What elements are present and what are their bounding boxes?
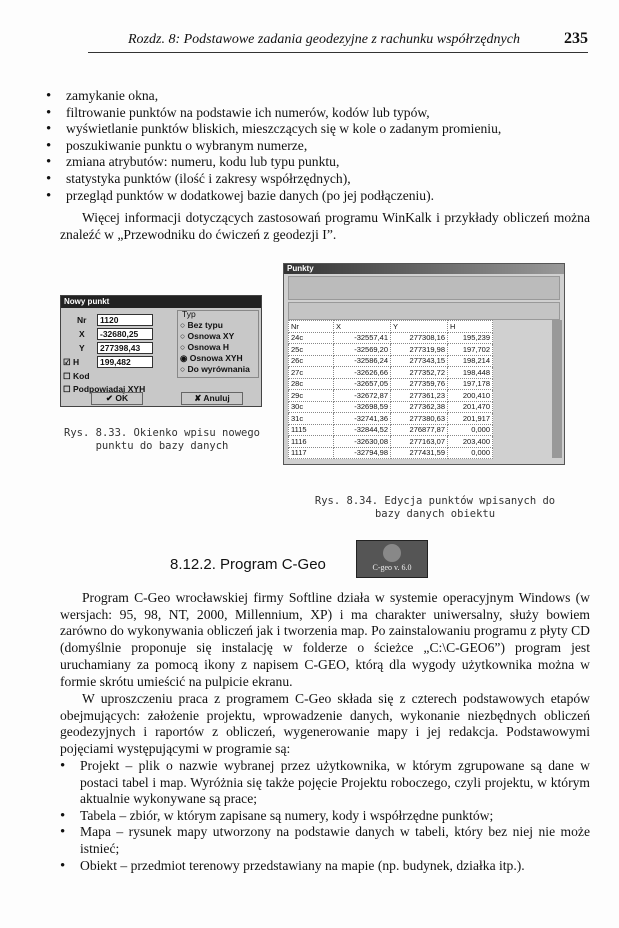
running-header (88, 32, 588, 53)
table-cell[interactable]: -32741,36 (334, 413, 391, 425)
page-number: 235 (564, 30, 588, 47)
dialog-title: Nowy punkt (61, 296, 261, 308)
toolbar[interactable] (288, 276, 560, 300)
table-cell[interactable]: 29c (289, 390, 334, 402)
new-point-dialog (60, 295, 262, 407)
c-geo-logo: C-geo v. 6.0 (356, 540, 428, 578)
table-cell[interactable]: -32626,66 (334, 367, 391, 379)
radio-type[interactable]: ○ Do wyrównania (180, 364, 250, 374)
h-field[interactable]: 199,482 (97, 356, 153, 368)
label-y: Y (79, 343, 85, 353)
bullet-list-2 (60, 758, 590, 874)
type-group (177, 310, 259, 378)
table-cell[interactable]: -32698,59 (334, 401, 391, 413)
bullet-list-1 (46, 88, 596, 204)
radio-type-selected[interactable]: ◉ Osnowa XYH (180, 353, 243, 363)
table-row[interactable] (289, 390, 493, 402)
table-cell[interactable]: -32794,98 (334, 447, 391, 459)
list-item: • Mapa – rysunek mapy utworzony na podstawie danych w tabeli, który bez niej nie może istnieć; (60, 824, 590, 857)
table-row[interactable] (289, 378, 493, 390)
list-item: • przegląd punktów w dodatkowej bazie danych (po jej podłączeniu). (46, 188, 596, 205)
table-cell[interactable]: -32569,20 (334, 344, 391, 356)
list-item: • Obiekt – przedmiot terenowy przedstawiany na mapie (np. budynek, działka itp.). (60, 858, 590, 875)
table-cell[interactable]: 277380,63 (391, 413, 448, 425)
table-cell[interactable]: 277352,72 (391, 367, 448, 379)
radio-type[interactable]: ○ Osnowa H (180, 342, 230, 352)
paragraph-text: Więcej informacji dotyczących zastosowań programu WinKalk i przykłady obliczeń można znaleźć w „Przewodniku do ćwiczeń z geodezji I”. (60, 210, 590, 242)
list-item: • poszukiwanie punktu o wybranym numerze, (46, 138, 596, 155)
paragraph-text: Program C-Geo wrocławskiej firmy Softline działa w systemie operacyjnym Windows (w wersjach: 95, 98, NT, 2000, Millennium, XP) i ma charakter uniwersalny, służy bowiem zarówno do wykonywania obliczeń jak i tworzenia map. Po zainstalowaniu programu z płyty CD (domyślnie proponuje się instalację w folderze o ścieżce „C:\C-GEO6”) program jest uruchamiany za pomocą ikony z napisem C-GEO, którą dla wygody użytkownika można w formie skrótu umieścić na pulpicie ekranu. (60, 590, 590, 689)
table-cell[interactable]: -32586,24 (334, 355, 391, 367)
table-cell[interactable]: 31c (289, 413, 334, 425)
table-cell[interactable]: 277362,38 (391, 401, 448, 413)
paragraph (60, 590, 590, 690)
table-cell[interactable]: 26c (289, 355, 334, 367)
points-table: Nr X Y H 24c -32557,41 277308,16 195,239 25c -32569,20 277319,98 197,702 26c -32586,24 277343,15 198,214 27c -32626,66 277352,72 198,448 28c -32657,05 277359,76 197,178 29c -32672,87 277361,23 200,410 30c -32698,59 277362,38 201,470 31c -32741,36 277380,63 201,917 1115 -32844,52 276877,87 0,000 1116 -32630,08 277163,07 203,400 1117 -32794,98 277431,59 0,000 (288, 320, 493, 459)
list-item: • zamykanie okna, (46, 88, 596, 105)
label-x: X (79, 329, 85, 339)
table-row[interactable] (289, 367, 493, 379)
window-title: Punkty (284, 264, 564, 274)
scrollbar[interactable] (552, 320, 562, 458)
table-cell[interactable]: 30c (289, 401, 334, 413)
table-cell[interactable]: 201,470 (448, 401, 493, 413)
table-cell[interactable]: 0,000 (448, 447, 493, 459)
points-window (283, 263, 565, 465)
table-cell[interactable]: 277319,98 (391, 344, 448, 356)
table-cell[interactable]: 1115 (289, 424, 334, 436)
table-cell[interactable]: 203,400 (448, 436, 493, 448)
table-cell[interactable]: 27c (289, 367, 334, 379)
table-row[interactable] (289, 447, 493, 459)
figure-caption-8-33: Rys. 8.33. Okienko wpisu nowego punktu do bazy danych (64, 427, 260, 452)
list-item: • Projekt – plik o nazwie wybranej przez użytkownika, w którym zgrupowane są dane w postaci tabel i map. Wyróżnia się także pojęcie Projektu roboczego, czyli projektu, w którym aktualnie wykonywane są prace; (60, 758, 590, 808)
paragraph (60, 691, 590, 758)
table-row[interactable] (289, 436, 493, 448)
table-cell[interactable]: -32672,87 (334, 390, 391, 402)
list-item: • filtrowanie punktów na podstawie ich numerów, kodów lub typów, (46, 105, 596, 122)
table-cell[interactable]: 276877,87 (391, 424, 448, 436)
table-cell[interactable]: 28c (289, 378, 334, 390)
toolbar-secondary[interactable] (288, 302, 560, 320)
list-item: • statystyka punktów (ilość i zakresy współrzędnych), (46, 171, 596, 188)
ok-button[interactable]: ✔ OK (91, 392, 143, 405)
table-cell[interactable]: 1117 (289, 447, 334, 459)
radio-type[interactable]: ○ Bez typu (180, 320, 223, 330)
table-cell[interactable]: -32657,05 (334, 378, 391, 390)
kod-checkbox[interactable]: ☐ Kod (63, 371, 90, 381)
table-cell[interactable]: 277163,07 (391, 436, 448, 448)
paragraph-text: W uproszczeniu praca z programem C-Geo składa się z czterech podstawowych etapów obejmujących: założenie projektu, wprowadzenie danych, wykonanie niezbędnych obliczeń geodezyjnych i raportów z obliczeń, wygenerowanie mapy i jej redakcja. Podstawowymi pojęciami występującymi w programie są: (60, 691, 590, 757)
table-cell[interactable]: -32557,41 (334, 332, 391, 344)
table-cell[interactable]: 198,214 (448, 355, 493, 367)
table-cell[interactable]: -32844,52 (334, 424, 391, 436)
table-cell[interactable]: 197,702 (448, 344, 493, 356)
table-cell[interactable]: 195,239 (448, 332, 493, 344)
table-cell[interactable]: 277361,23 (391, 390, 448, 402)
x-field[interactable]: -32680,25 (97, 328, 153, 340)
label-h: ☑ H (63, 357, 80, 367)
table-cell[interactable]: 197,178 (448, 378, 493, 390)
table-cell[interactable]: -32630,08 (334, 436, 391, 448)
table-cell[interactable]: 1116 (289, 436, 334, 448)
table-cell[interactable]: 25c (289, 344, 334, 356)
table-cell[interactable]: 277308,16 (391, 332, 448, 344)
list-item: • wyświetlanie punktów bliskich, mieszczących się w kole o zadanym promieniu, (46, 121, 596, 138)
header-title: Rozdz. 8: Podstawowe zadania geodezyjne z rachunku współrzędnych (128, 32, 520, 47)
table-cell[interactable]: 277343,15 (391, 355, 448, 367)
list-item: • zmiana atrybutów: numeru, kodu lub typu punktu, (46, 154, 596, 171)
label-nr: Nr (77, 315, 87, 325)
section-heading: 8.12.2. Program C-Geo (170, 556, 326, 573)
table-row[interactable] (289, 401, 493, 413)
hint-checkbox[interactable]: ☐ Podpowiadaj XYH (63, 384, 146, 394)
table-row[interactable] (289, 355, 493, 367)
table-row[interactable] (289, 344, 493, 356)
table-cell[interactable]: 200,410 (448, 390, 493, 402)
table-cell[interactable]: 277359,76 (391, 378, 448, 390)
type-label: Typ (182, 309, 196, 319)
nr-field[interactable]: 1120 (97, 314, 153, 326)
table-cell[interactable]: 277431,59 (391, 447, 448, 459)
radio-type[interactable]: ○ Osnowa XY (180, 331, 235, 341)
table-cell[interactable]: 198,448 (448, 367, 493, 379)
globe-icon (383, 544, 401, 562)
table-row[interactable] (289, 424, 493, 436)
table-cell[interactable]: 0,000 (448, 424, 493, 436)
table-cell[interactable]: 24c (289, 332, 334, 344)
cancel-button[interactable]: ✘ Anuluj (181, 392, 243, 405)
table-row[interactable] (289, 413, 493, 425)
table-cell[interactable]: 201,917 (448, 413, 493, 425)
y-field[interactable]: 277398,43 (97, 342, 153, 354)
table-row[interactable] (289, 332, 493, 344)
figure-caption-8-34: Rys. 8.34. Edycja punktów wpisanych do bazy danych obiektu (314, 495, 556, 520)
list-item: • Tabela – zbiór, w którym zapisane są numery, kody i współrzędne punktów; (60, 808, 590, 825)
paragraph (60, 210, 590, 243)
